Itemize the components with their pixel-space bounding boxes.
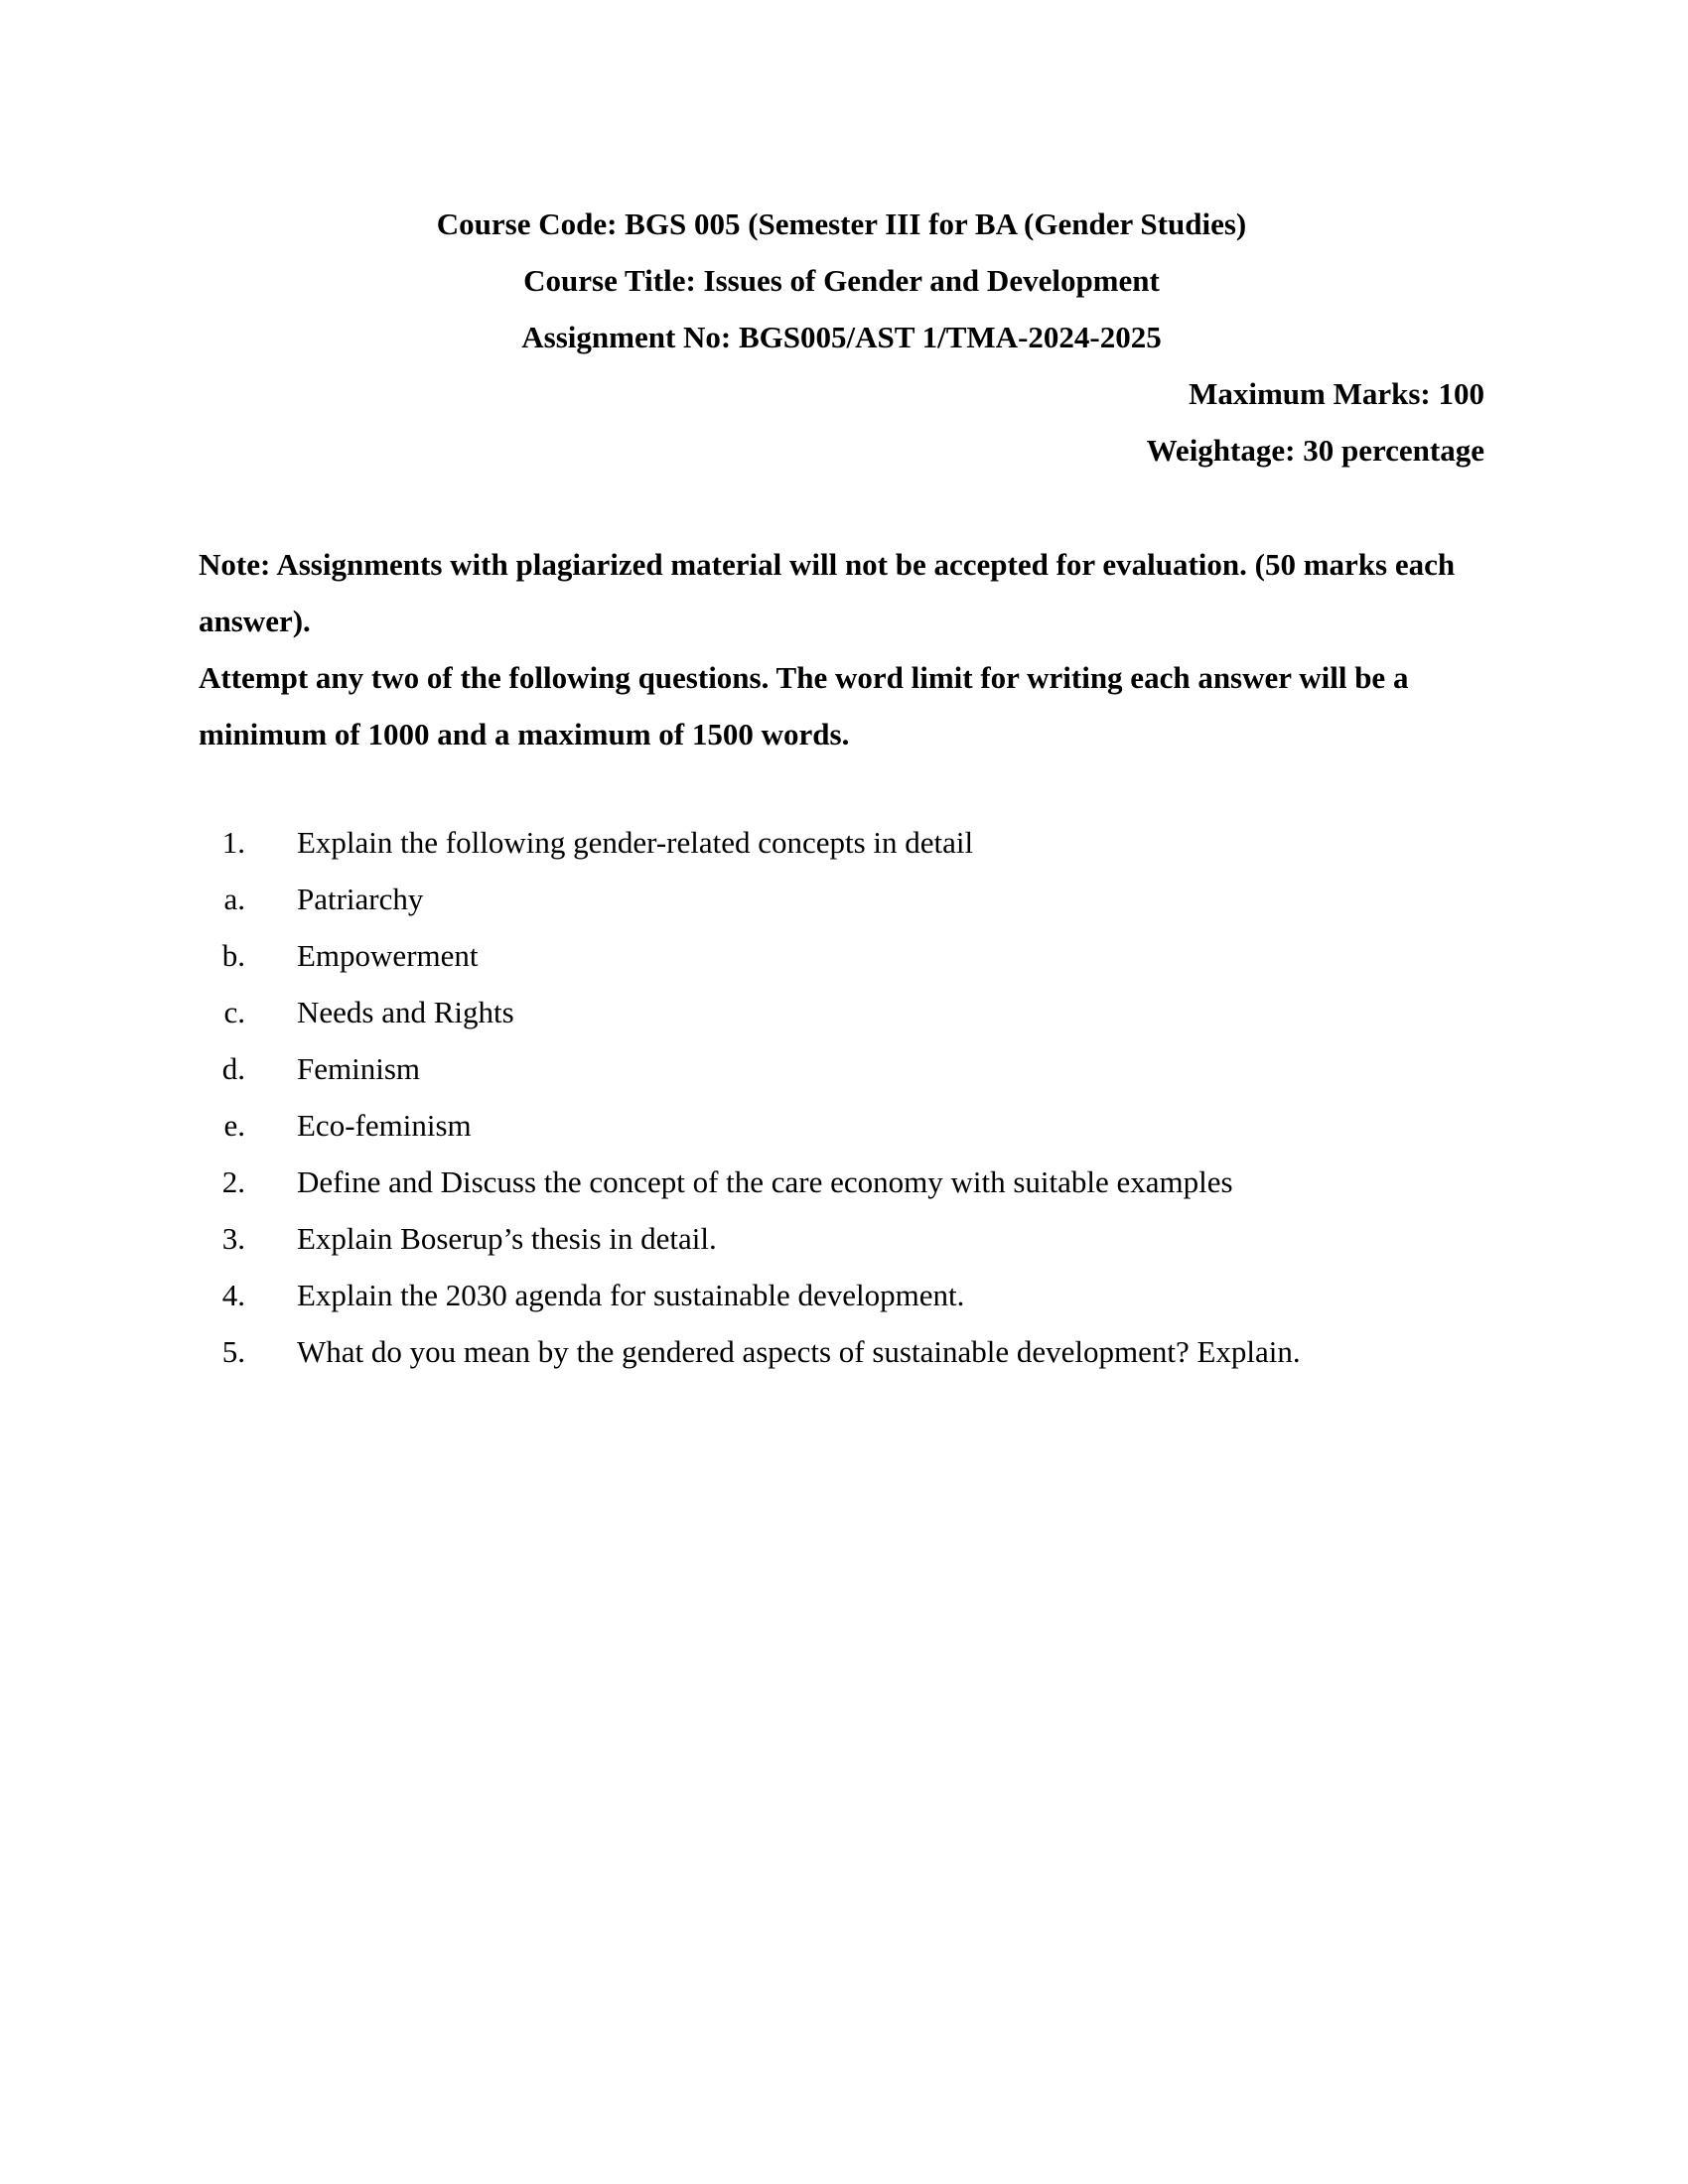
assignment-number: Assignment No: BGS005/AST 1/TMA-2024-2025 [521, 320, 1162, 354]
question-item [199, 1267, 1489, 1323]
question-text: Define and Discuss the concept of the care economy with suitable examples [297, 1164, 1233, 1199]
question-marker: 5. [221, 1334, 245, 1369]
question-text: Explain the 2030 agenda for sustainable development. [297, 1278, 965, 1312]
weightage: Weightage: 30 percentage [1146, 433, 1484, 468]
question-marker: b. [221, 938, 245, 973]
question-marker: 3. [221, 1221, 245, 1256]
question-item [199, 1097, 1489, 1154]
question-marker: c. [223, 995, 245, 1029]
question-item [199, 1040, 1489, 1097]
question-text: Explain the following gender-related concepts in detail [297, 825, 974, 860]
question-text: Feminism [297, 1051, 421, 1086]
question-item [199, 984, 1489, 1040]
question-marker: 4. [221, 1278, 245, 1312]
assignment-header [199, 196, 1484, 478]
plagiarism-note: Note: Assignments with plagiarized material will not be accepted for evaluation. (50 marks each answer). [199, 547, 1456, 638]
question-marker: a. [223, 882, 245, 916]
assignment-notes [199, 536, 1489, 762]
question-marker: d. [221, 1051, 245, 1086]
question-text: Needs and Rights [297, 995, 514, 1029]
question-text: Patriarchy [297, 882, 424, 916]
question-item [199, 871, 1489, 927]
question-text: Empowerment [297, 938, 479, 973]
question-item [199, 1154, 1489, 1210]
question-text: Eco-feminism [297, 1108, 472, 1143]
question-item [199, 814, 1489, 871]
course-title: Course Title: Issues of Gender and Development [523, 263, 1160, 298]
course-code: Course Code: BGS 005 (Semester III for BA (Gender Studies) [436, 206, 1247, 241]
question-list [199, 814, 1489, 1380]
question-item [199, 1210, 1489, 1267]
question-marker: 1. [221, 825, 245, 860]
question-item [199, 1323, 1489, 1380]
question-marker: 2. [221, 1164, 245, 1199]
attempt-instruction: Attempt any two of the following questions. The word limit for writing each answer will be a minimum of 1000 and a maximum of 1500 words. [199, 660, 1409, 751]
question-item [199, 927, 1489, 984]
question-text: What do you mean by the gendered aspects of sustainable development? Explain. [297, 1334, 1301, 1369]
question-marker: e. [223, 1108, 245, 1143]
maximum-marks: Maximum Marks: 100 [1189, 376, 1484, 411]
question-text: Explain Boserup’s thesis in detail. [297, 1221, 717, 1256]
